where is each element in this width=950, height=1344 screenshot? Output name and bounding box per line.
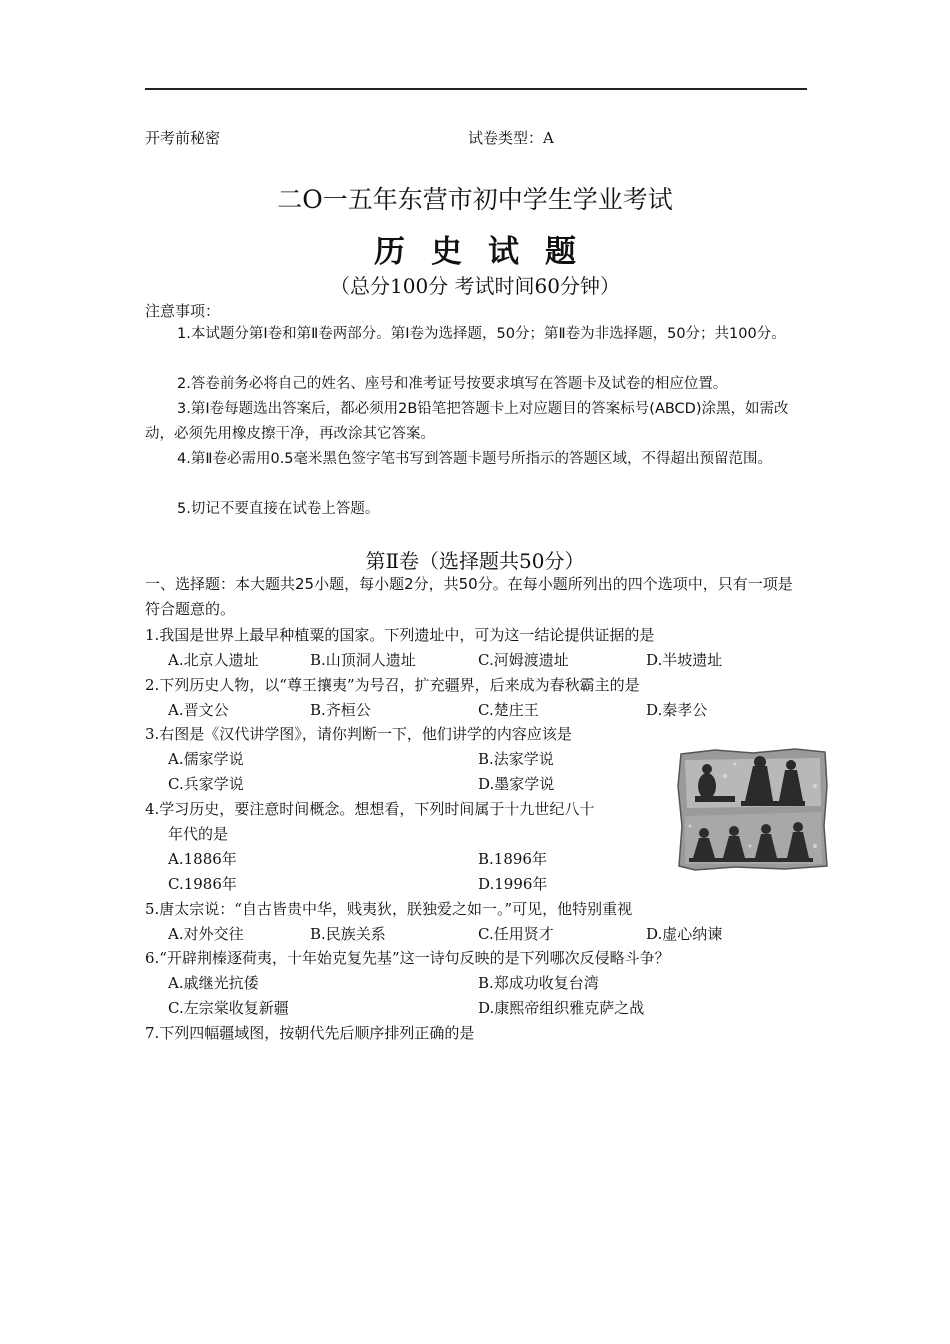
question-stem: 1.我国是世界上最早种植粟的国家。下列遗址中，可为这一结论提供证据的是 [145, 626, 655, 644]
option: C.1986年 [168, 875, 237, 893]
question-stem: 3.右图是《汉代讲学图》，请你判断一下，他们讲学的内容应该是 [145, 725, 572, 743]
confidential-label: 开考前秘密 [145, 129, 221, 147]
option: B.1896年 [478, 850, 547, 868]
question-stem: 2.下列历史人物，以“尊王攘夷”为号召，扩充疆界，后来成为春秋霸主的是 [145, 676, 640, 694]
top-rule [145, 88, 807, 90]
note-item: 1.本试题分第Ⅰ卷和第Ⅱ卷两部分。第Ⅰ卷为选择题，50分；第Ⅱ卷为非选择题，50分；共100分。 [177, 326, 786, 342]
option: D.墨家学说 [478, 775, 555, 793]
option: D.秦孝公 [646, 701, 708, 719]
option: B.民族关系 [310, 925, 386, 943]
option: C.兵家学说 [168, 775, 244, 793]
option: B.郑成功收复台湾 [478, 974, 599, 992]
option: C.河姆渡遗址 [478, 651, 569, 669]
option: C.楚庄王 [478, 701, 539, 719]
option: A.儒家学说 [168, 750, 244, 768]
question-stem: 4.学习历史，要注意时间概念。想想看，下列时间属于十九世纪八十 [145, 800, 595, 818]
option: B.山顶洞人遗址 [310, 651, 416, 669]
note-item: 4.第Ⅱ卷必需用0.5毫米黑色签字笔书写到答题卡题号所指示的答题区域，不得超出预留范围。 [177, 451, 773, 467]
score-line: （总分100分 考试时间60分钟） [330, 274, 620, 298]
option: B.齐桓公 [310, 701, 371, 719]
question-stem: 7.下列四幅疆域图，按朝代先后顺序排列正确的是 [145, 1024, 475, 1042]
option: A.晋文公 [168, 701, 229, 719]
option: A.1886年 [168, 850, 237, 868]
option: C.任用贤才 [478, 925, 554, 943]
question-stem-continued: 年代的是 [168, 825, 229, 843]
option: D.1996年 [478, 875, 548, 893]
option: A.对外交往 [168, 925, 244, 943]
section-title: 第Ⅱ卷（选择题共50分） [365, 549, 585, 573]
notes-title: 注意事项： [145, 302, 221, 320]
note-item: 2.答卷前务必将自己的姓名、座号和准考证号按要求填写在答题卡及试卷的相应位置。 [177, 376, 728, 392]
option: B.法家学说 [478, 750, 554, 768]
paper-type: 试卷类型：A [468, 129, 554, 147]
option: D.康熙帝组织雅克萨之战 [478, 999, 645, 1017]
option: A.戚继光抗倭 [168, 974, 259, 992]
option: D.半坡遗址 [646, 651, 723, 669]
section-description: 一、选择题：本大题共25小题，每小题2分，共50分。在每小题所列出的四个选项中，只有一项是符合题意的。 [145, 575, 793, 618]
question-stem: 5.唐太宗说：“自古皆贵中华，贱夷狄，朕独爱之如一。”可见，他特别重视 [145, 900, 633, 918]
option: C.左宗棠收复新疆 [168, 999, 289, 1017]
option: D.虚心纳谏 [646, 925, 723, 943]
question-stem: 6.“开辟荆榛逐荷夷，十年始克复先基”这一诗句反映的是下列哪次反侵略斗争？ [145, 949, 670, 967]
note-item: 5.切记不要直接在试卷上答题。 [177, 501, 380, 517]
note-item: 3.第Ⅰ卷每题选出答案后，都必须用2B铅笔把答题卡上对应题目的答案标号(ABCD)涂黑，如需改动，必须先用橡皮擦干净，再改涂其它答案。 [145, 401, 789, 442]
han-lecture-illustration [675, 746, 829, 872]
subject-title: 历史试题 [374, 234, 602, 270]
option: A.北京人遗址 [168, 651, 259, 669]
exam-title: 二O一五年东营市初中学生学业考试 [277, 185, 673, 214]
